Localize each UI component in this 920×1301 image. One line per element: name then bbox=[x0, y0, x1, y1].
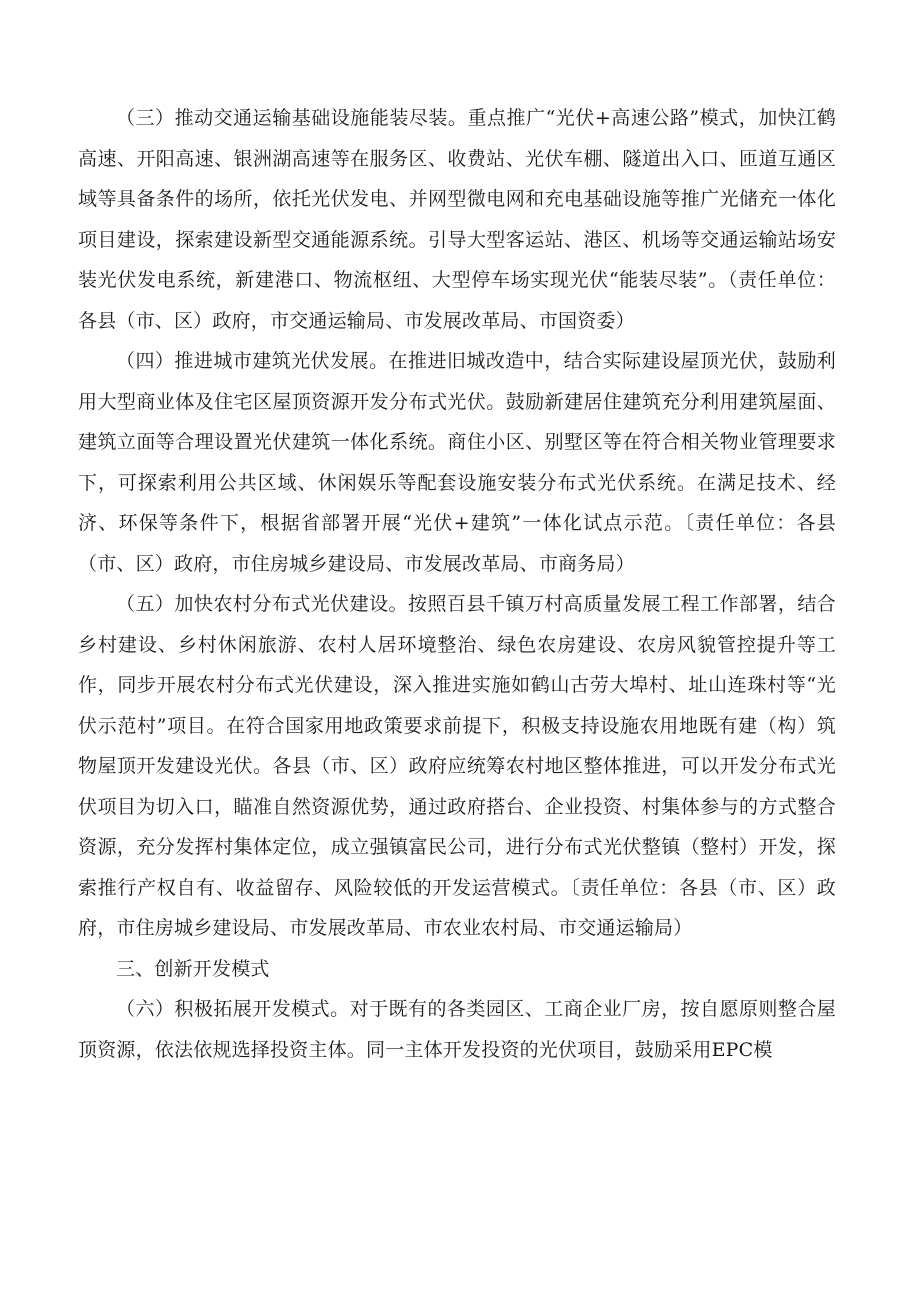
paragraph-rural-distributed-pv: （五）加快农村分布式光伏建设。按照百县千镇万村高质量发展工程工作部署，结合乡村建设、乡村休闲旅游、农村人居环境整治、绿色农房建设、农房风貌管控提升等工作，同步开展农村分布式光伏建设，深入推进实施如鹤山古劳大埠村、址山连珠村等“光伏示范村”项目。在符合国家用地政策要求前提下，积极支持设施农用地既有建（构）筑物屋顶开发建设光伏。各县（市、区）政府应统筹农村地区整体推进，可以开发分布式光伏项目为切入口，瞄准自然资源优势，通过政府搭台、企业投资、村集体参与的方式整合资源，充分发挥村集体定位，成立强镇富民公司，进行分布式光伏整镇（整村）开发，探索推行产权自有、收益留存、风险较低的开发运营模式。〔责任单位：各县（市、区）政府，市住房城乡建设局、市发展改革局、市农业农村局、市交通运输局） bbox=[78, 593, 836, 939]
section-heading-innovation: 三、创新开发模式 bbox=[116, 957, 270, 980]
paragraph-development-models: （六）积极拓展开发模式。对于既有的各类园区、工商企业厂房，按自愿原则整合屋顶资源，依法依规选择投资主体。同一主体开发投资的光伏项目，鼓励采用EPC模 bbox=[78, 998, 836, 1061]
paragraph-urban-building-pv: （四）推进城市建筑光伏发展。在推进旧城改造中，结合实际建设屋顶光伏，鼓励利用大型商业体及住宅区屋顶资源开发分布式光伏。鼓励新建居住建筑充分利用建筑屋面、建筑立面等合理设置光伏建筑一体化系统。商住小区、别墅区等在符合相关物业管理要求下，可探索利用公共区域、休闲娱乐等配套设施安装分布式光伏系统。在满足技术、经济、环保等条件下，根据省部署开展“光伏+建筑”一体化试点示范。〔责任单位：各县（市、区）政府，市住房城乡建设局、市发展改革局、市商务局） bbox=[78, 350, 836, 575]
paragraph-transport-infrastructure: （三）推动交通运输基础设施能装尽装。重点推广“光伏+高速公路”模式，加快江鹤高速、开阳高速、银洲湖高速等在服务区、收费站、光伏车棚、隧道出入口、匝道互通区域等具备条件的场所，依托光伏发电、并网型微电网和充电基础设施等推广光储充一体化项目建设，探索建设新型交通能源系统。引导大型客运站、港区、机场等交通运输站场安装光伏发电系统，新建港口、物流枢纽、大型停车场实现光伏“能装尽装”。（责任单位：各县（市、区）政府，市交通运输局、市发展改革局、市国资委） bbox=[78, 107, 836, 332]
